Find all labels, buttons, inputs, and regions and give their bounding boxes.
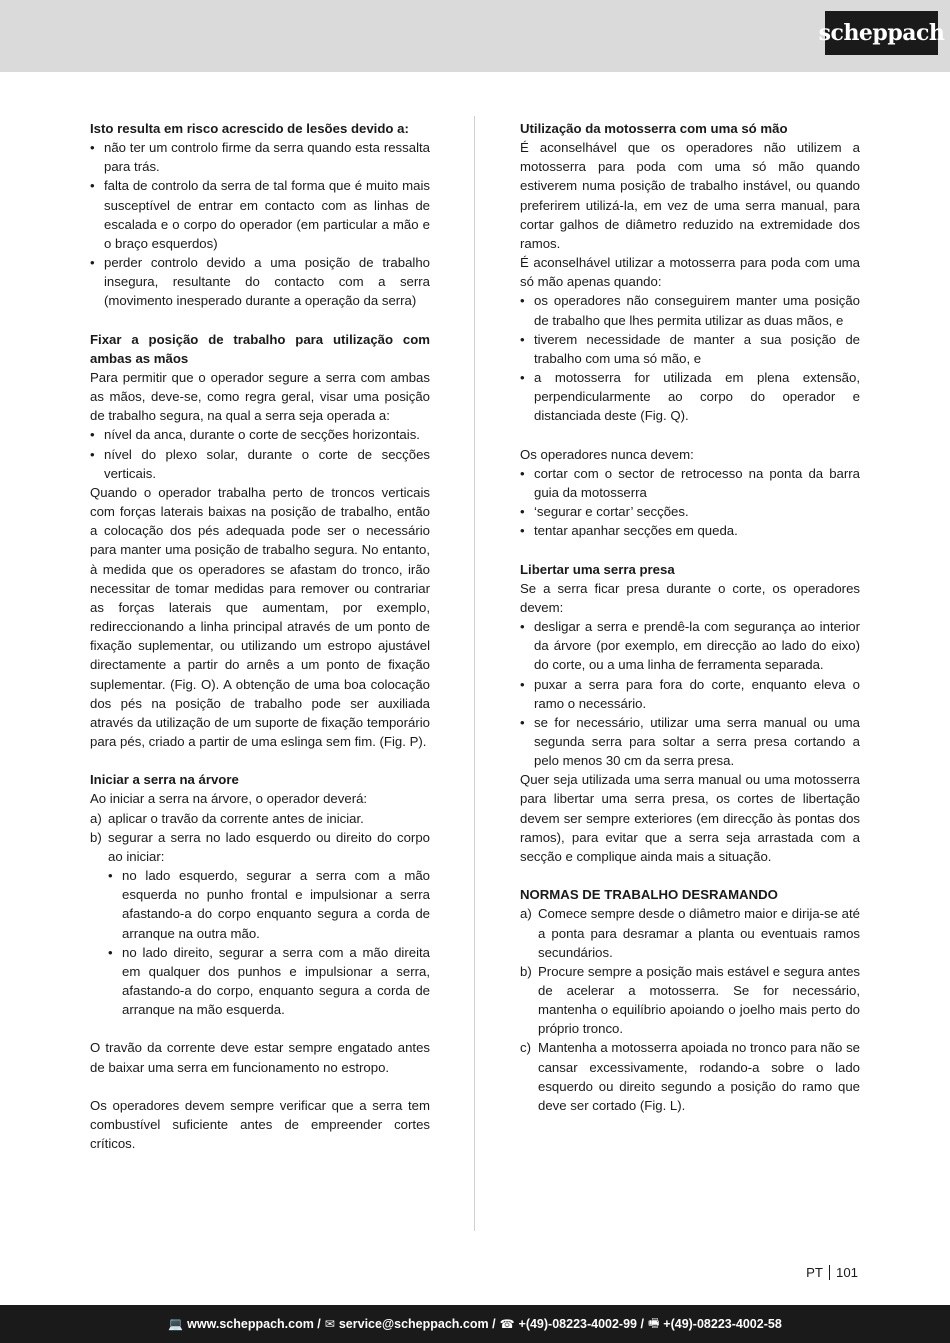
- list-marker: a): [520, 906, 532, 922]
- fax-icon: 🖷: [647, 1315, 660, 1330]
- list-item-text: segurar a serra no lado esquerdo ou direito do corpo ao iniciar:: [108, 829, 430, 864]
- list-item-text: aplicar o travão da corrente antes de iniciar.: [108, 810, 364, 826]
- page-footer: [0, 1305, 950, 1343]
- free-intro: Se a serra ficar presa durante o corte, os operadores devem:: [520, 580, 860, 615]
- page-header: [0, 0, 950, 72]
- list-item: • nível da anca, durante o corte de secções horizontais.: [90, 425, 430, 444]
- list-item: • se for necessário, utilizar uma serra manual ou uma segunda serra para soltar a serra presa cortando a pelo menos 30 cm da serra presa.: [520, 713, 860, 770]
- scheppach-logo: scheppach: [825, 11, 938, 55]
- page-number: [806, 1265, 858, 1280]
- fix-list: [90, 425, 430, 482]
- left-column: [90, 119, 430, 1153]
- free-saw-heading: Libertar uma serra presa: [520, 561, 675, 577]
- list-item: • perder controlo devido a uma posição de trabalho insegura, resultante do contacto com a serra (movimento inesperado durante a operação da serra): [90, 253, 430, 310]
- list-item: • desligar a serra e prendê-la com segurança ao interior da árvore (por exemplo, em direcção ao lado do eixo) do corte, ou a uma linha de ferramenta separada.: [520, 617, 860, 674]
- list-item: • cortar com o sector de retrocesso na ponta da barra guia da motosserra: [520, 464, 860, 502]
- page-number-value: 101: [835, 1265, 858, 1280]
- fix-intro: Para permitir que o operador segure a serra com ambas as mãos, deve-se, como regra geral, visar uma posição de trabalho segura, na qual a serra seja operada a:: [90, 370, 430, 424]
- fix-body: Quando o operador trabalha perto de troncos verticais com forças laterais baixas na posição de trabalho, então a colocação dos pés adequada pode ser o necessário para manter uma posição de trabalho segura. No entanto, à medida que os operadores se afastam do tronco, irão necessitar de tomar medidas para remover ou contrariar as forças laterais que aumentam, por exemplo, redireccionando a linha principal através de um ponto de fixação suplementar, ou utilizando um estropo ajustável directamente a partir do arnês a um ponto de fixação suplementar. (Fig. O). A obtenção de uma boa colocação dos pés na posição de trabalho pode ser auxiliada através da utilização de um suporte de fixação temporário para pés, criado a partir de uma eslinga sem fim. (Fig. P).: [90, 484, 430, 749]
- language-code: PT: [806, 1265, 823, 1280]
- start-sub-list: [108, 866, 430, 1019]
- list-item-text: Mantenha a motosserra apoiada no tronco para não se cansar excessivamente, rodando-a sobre o lado esquerdo ou direito segundo a posição do ramo que deve ser cortado (Fig. L).: [538, 1040, 860, 1113]
- footer-phone: +(49)-08223-4002-99 /: [518, 1317, 644, 1331]
- free-body: Quer seja utilizada uma serra manual ou uma motosserra para libertar uma serra presa, os cortes de libertação devem ser sempre exteriores (em direcção às pontas dos ramos), para evitar que a serra seja arrastada com a secção e complique ainda mais a situação.: [520, 772, 860, 864]
- footer-website: www.scheppach.com /: [187, 1317, 321, 1331]
- list-item: • não ter um controlo firme da serra quando esta ressalta para trás.: [90, 138, 430, 176]
- list-item: • falta de controlo da serra de tal forma que é muito mais susceptível de entrar em contacto com as linhas de escalada e o corpo do operador (em particular a mão e o braço esquerdos): [90, 176, 430, 253]
- list-item: • tentar apanhar secções em queda.: [520, 521, 860, 540]
- start-intro: Ao iniciar a serra na árvore, o operador deverá:: [90, 791, 368, 807]
- laptop-icon: 💻: [168, 1317, 184, 1331]
- free-list: [520, 617, 860, 770]
- list-item: [90, 828, 430, 1020]
- norms-list: [520, 904, 860, 1115]
- envelope-icon: ✉: [324, 1317, 335, 1331]
- list-marker: c): [520, 1040, 531, 1056]
- fix-position-heading: Fixar a posição de trabalho para utilização com ambas as mãos: [90, 331, 430, 366]
- list-item: [520, 962, 860, 1039]
- list-marker: b): [90, 829, 102, 845]
- footer-email: service@scheppach.com /: [338, 1317, 496, 1331]
- page-number-separator: [829, 1265, 830, 1280]
- list-item: • tiverem necessidade de manter a sua posição de trabalho com uma só mão, e: [520, 330, 860, 368]
- never-intro: Os operadores nunca devem:: [520, 446, 694, 462]
- list-item: • a motosserra for utilizada em plena extensão, perpendicularmente ao corpo do operador e distanciada deste (Fig. Q).: [520, 368, 860, 425]
- start-list: [90, 809, 430, 1020]
- column-divider: [474, 116, 475, 1231]
- risk-list: [90, 138, 430, 310]
- norms-heading: NORMAS DE TRABALHO DESRAMANDO: [520, 887, 778, 903]
- list-item: [520, 904, 860, 961]
- one-hand-list: [520, 291, 860, 425]
- brake-note: O travão da corrente deve estar sempre engatado antes de baixar uma serra em funcionamento no estropo.: [90, 1040, 430, 1075]
- list-item: • os operadores não conseguirem manter uma posição de trabalho que lhes permita utilizar as duas mãos, e: [520, 291, 860, 329]
- fuel-note: Os operadores devem sempre verificar que a serra tem combustível suficiente antes de empreender cortes críticos.: [90, 1097, 430, 1152]
- list-item: • puxar a serra para fora do corte, enquanto eleva o ramo o necessário.: [520, 675, 860, 713]
- phone-icon: ☎: [499, 1317, 515, 1331]
- never-list: [520, 464, 860, 541]
- right-column: [520, 119, 860, 1115]
- risk-heading: Isto resulta em risco acrescido de lesões devido a:: [90, 121, 409, 136]
- one-hand-paragraph: É aconselhável que os operadores não utilizem a motosserra para poda com uma só mão quando estiverem numa posição de trabalho instável, ou quando preferirem utilizá-la, em vez de uma serra manual, para cortar galhos de diâmetro reduzido na extremidade dos ramos.: [520, 140, 860, 251]
- list-item: • no lado esquerdo, segurar a serra com a mão esquerda no punho frontal e impulsionar a serra afastando-a do corpo enquanto segura a corda de arranque na outra mão.: [108, 866, 430, 943]
- footer-fax: +(49)-08223-4002-58: [663, 1317, 782, 1331]
- list-item: • nível do plexo solar, durante o corte de secções verticais.: [90, 445, 430, 483]
- one-hand-paragraph: É aconselhável utilizar a motosserra para poda com uma só mão apenas quando:: [520, 255, 860, 290]
- one-hand-heading: Utilização da motosserra com uma só mão: [520, 121, 788, 136]
- list-item-text: Procure sempre a posição mais estável e segura antes de acelerar a motosserra. Se for necessário, mantenha o equilíbrio apoiando o joelho mais perto do próprio tronco.: [538, 963, 860, 1037]
- list-item: • ‘segurar e cortar’ secções.: [520, 502, 860, 521]
- list-item: [520, 1038, 860, 1115]
- list-item-text: Comece sempre desde o diâmetro maior e dirija-se até a ponta para desramar a planta ou eventuais ramos secundários.: [538, 906, 860, 960]
- list-item: [90, 809, 430, 828]
- list-marker: b): [520, 963, 532, 979]
- list-marker: a): [90, 810, 102, 826]
- start-saw-heading: Iniciar a serra na árvore: [90, 772, 239, 788]
- list-item: • no lado direito, segurar a serra com a mão direita em qualquer dos punhos e impulsionar a serra, afastando-a do corpo, enquanto segura a corda de arranque na mão esquerda.: [108, 943, 430, 1020]
